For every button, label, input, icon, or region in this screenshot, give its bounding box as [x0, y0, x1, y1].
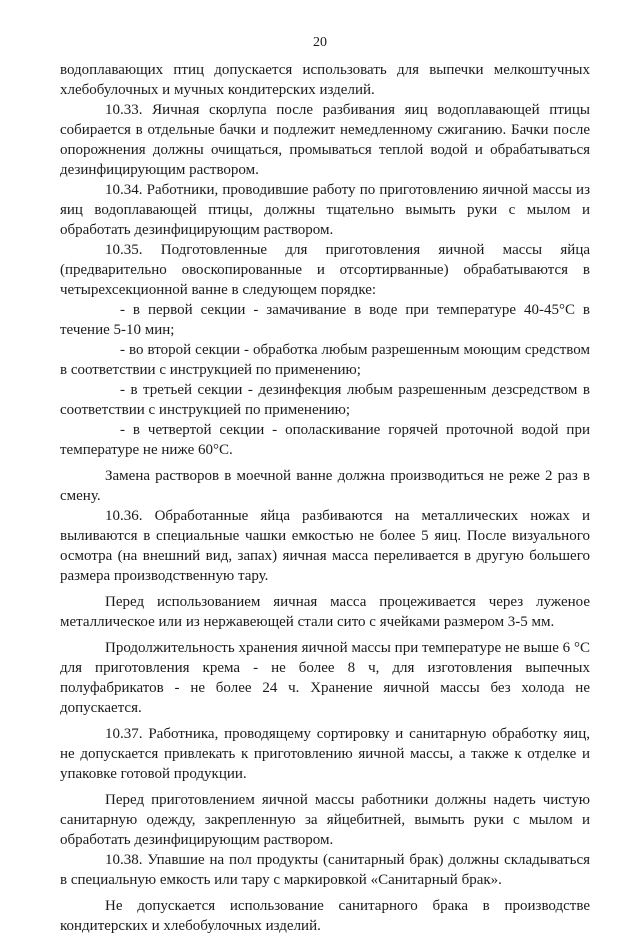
paragraph-prohibition: Не допускается использование санитарного брака в производстве кондитерских и хлебобулочных изделий. — [60, 898, 590, 934]
paragraph-10-33: 10.33. Яичная скорлупа после разбивания яиц водоплавающей птицы собирается в отдельные бачки и подлежит немедленному сжиганию. Бачки после опорожнения должны очищаться, промываться теплой водой и обрабатываться дезинфицирующим раствором. — [60, 102, 590, 178]
paragraph-solution-change: Замена растворов в моечной ванне должна производиться не реже 2 раз в смену. — [60, 468, 590, 504]
paragraph-10-36: 10.36. Обработанные яйца разбиваются на металлических ножах и выливаются в специальные чашки емкостью не более 5 яиц. После визуального осмотра (на внешний вид, запах) яичная масса переливается в другую большего размера производственную тару. — [60, 508, 590, 584]
paragraph-10-38: 10.38. Упавшие на пол продукты (санитарный брак) должны складываться в специальную емкость или тару с маркировкой «Санитарный брак». — [60, 852, 590, 888]
list-item-section-2: - во второй секции - обработка любым разрешенным моющим средством в соответствии с инструкцией по применению; — [60, 342, 590, 378]
paragraph-10-35: 10.35. Подготовленные для приготовления яичной массы яйца (предварительно овоскопированные и отсортирванные) обрабатываются в четырехсекционной ванне в следующем порядке: — [60, 242, 590, 298]
paragraph-storage: Продолжительность хранения яичной массы при температуре не выше 6 °С для приготовления крема - не более 8 ч, для изготовления выпечных полуфабрикатов - не более 24 ч. Хранение яичной массы без холода не допускается. — [60, 640, 590, 716]
paragraph-continuation: водоплавающих птиц допускается использовать для выпечки мелкоштучных хлебобулочных и мучных кондитерских изделий. — [60, 62, 590, 98]
paragraph-10-37: 10.37. Работника, проводящему сортировку и санитарную обработку яиц, не допускается привлекать к приготовлению яичной массы, а также к отделке и упаковке готовой продукции. — [60, 726, 590, 782]
list-item-section-4: - в четвертой секции - ополаскивание горячей проточной водой при температуре не ниже 60°С. — [60, 422, 590, 458]
paragraph-straining: Перед использованием яичная масса процеживается через луженое металлическое или из нержавеющей стали сито с ячейками размером 3-5 мм. — [60, 594, 590, 630]
document-body — [60, 60, 590, 936]
list-item-section-1: - в первой секции - замачивание в воде при температуре 40-45°С в течение 5-10 мин; — [60, 302, 590, 338]
paragraph-10-34: 10.34. Работники, проводившие работу по приготовлению яичной массы из яиц водоплавающей птицы, должны тщательно вымыть руки с мылом и обработать дезинфицирующим раствором. — [60, 182, 590, 238]
list-item-section-3: - в третьей секции - дезинфекция любым разрешенным дезсредством в соответствии с инструкцией по применению; — [60, 382, 590, 418]
page-number: 20 — [313, 35, 327, 50]
paragraph-preparation: Перед приготовлением яичной массы работники должны надеть чистую санитарную одежду, закрепленную за яйцебитней, вымыть руки с мылом и обработать дезинфицирующим раствором. — [60, 792, 590, 848]
